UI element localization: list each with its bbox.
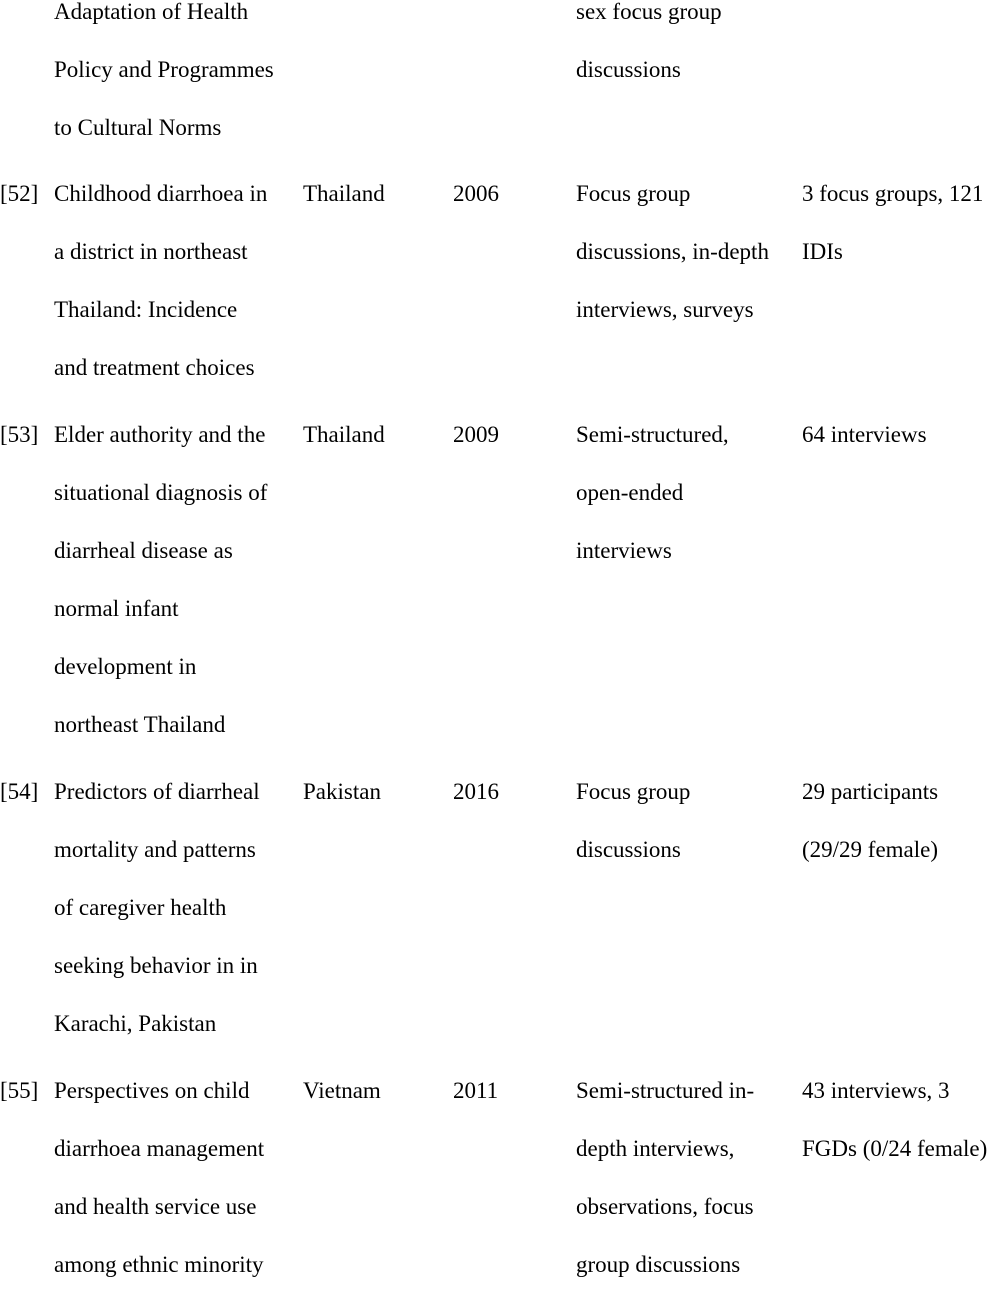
title-line: of caregiver health xyxy=(54,895,227,920)
sample-cell xyxy=(802,1062,987,1178)
method-line: depth interviews, xyxy=(576,1136,735,1161)
title-line: Elder authority and the xyxy=(54,422,266,447)
method-cell xyxy=(576,165,769,339)
study-title-cell xyxy=(54,0,274,157)
title-line: northeast Thailand xyxy=(54,712,226,737)
sample-cell xyxy=(802,763,938,879)
method-line: sex focus group xyxy=(576,0,722,24)
reference-cell xyxy=(0,406,38,464)
method-cell xyxy=(576,0,722,99)
reference-cell xyxy=(0,763,38,821)
method-line: group discussions xyxy=(576,1252,741,1277)
sample-cell xyxy=(802,406,927,464)
title-line: diarrheal disease as xyxy=(54,538,233,563)
reference-number: [55] xyxy=(0,1078,39,1103)
title-line: Policy and Programmes xyxy=(54,57,274,82)
method-cell xyxy=(576,406,729,580)
year-cell xyxy=(453,763,499,821)
study-title-cell xyxy=(54,165,267,397)
method-line: discussions xyxy=(576,837,681,862)
method-cell xyxy=(576,763,690,879)
country-value: Pakistan xyxy=(303,779,381,804)
title-line: and health service use xyxy=(54,1194,257,1219)
country-value: Vietnam xyxy=(303,1078,381,1103)
year-value: 2009 xyxy=(453,422,499,447)
method-line: discussions xyxy=(576,57,681,82)
reference-cell xyxy=(0,1062,38,1120)
year-cell xyxy=(453,165,499,223)
sample-cell xyxy=(802,165,983,281)
title-line: development in xyxy=(54,654,197,679)
year-value: 2016 xyxy=(453,779,499,804)
study-title-cell xyxy=(54,763,260,1053)
method-line: Focus group xyxy=(576,779,691,804)
year-cell xyxy=(453,406,499,464)
reference-cell xyxy=(0,165,38,223)
country-cell xyxy=(303,165,385,223)
title-line: normal infant xyxy=(54,596,179,621)
reference-number: [54] xyxy=(0,779,39,804)
sample-line: (29/29 female) xyxy=(802,837,939,862)
title-line: diarrhoea management xyxy=(54,1136,265,1161)
title-line: a district in northeast xyxy=(54,239,248,264)
reference-number: [52] xyxy=(0,181,39,206)
title-line: Karachi, Pakistan xyxy=(54,1011,217,1036)
title-line: seeking behavior in in xyxy=(54,953,258,978)
method-cell xyxy=(576,1062,754,1294)
method-line: interviews xyxy=(576,538,672,563)
title-line: Thailand: Incidence xyxy=(54,297,238,322)
title-line: Childhood diarrhoea in xyxy=(54,181,268,206)
country-value: Thailand xyxy=(303,422,385,447)
title-line: mortality and patterns xyxy=(54,837,256,862)
country-cell xyxy=(303,763,381,821)
year-cell xyxy=(453,1062,498,1120)
method-line: Focus group xyxy=(576,181,691,206)
sample-line: 64 interviews xyxy=(802,422,927,447)
year-value: 2011 xyxy=(453,1078,499,1103)
study-title-cell xyxy=(54,1062,264,1294)
method-line: Semi-structured, xyxy=(576,422,729,447)
reference-number: [53] xyxy=(0,422,39,447)
method-line: discussions, in-depth xyxy=(576,239,769,264)
method-line: interviews, surveys xyxy=(576,297,754,322)
title-line: to Cultural Norms xyxy=(54,115,222,140)
title-line: and treatment choices xyxy=(54,355,255,380)
country-cell xyxy=(303,406,385,464)
title-line: among ethnic minority xyxy=(54,1252,264,1277)
sample-line: 3 focus groups, 121 xyxy=(802,181,984,206)
country-cell xyxy=(303,1062,381,1120)
method-line: observations, focus xyxy=(576,1194,754,1219)
method-line: open-ended xyxy=(576,480,684,505)
country-value: Thailand xyxy=(303,181,385,206)
method-line: Semi-structured in- xyxy=(576,1078,755,1103)
year-value: 2006 xyxy=(453,181,499,206)
study-title-cell xyxy=(54,406,267,754)
sample-line: FGDs (0/24 female) xyxy=(802,1136,988,1161)
title-line: Adaptation of Health xyxy=(54,0,249,24)
title-line: Perspectives on child xyxy=(54,1078,250,1103)
sample-line: 43 interviews, 3 xyxy=(802,1078,950,1103)
sample-line: 29 participants xyxy=(802,779,939,804)
sample-line: IDIs xyxy=(802,239,843,264)
title-line: Predictors of diarrheal xyxy=(54,779,260,804)
title-line: situational diagnosis of xyxy=(54,480,268,505)
